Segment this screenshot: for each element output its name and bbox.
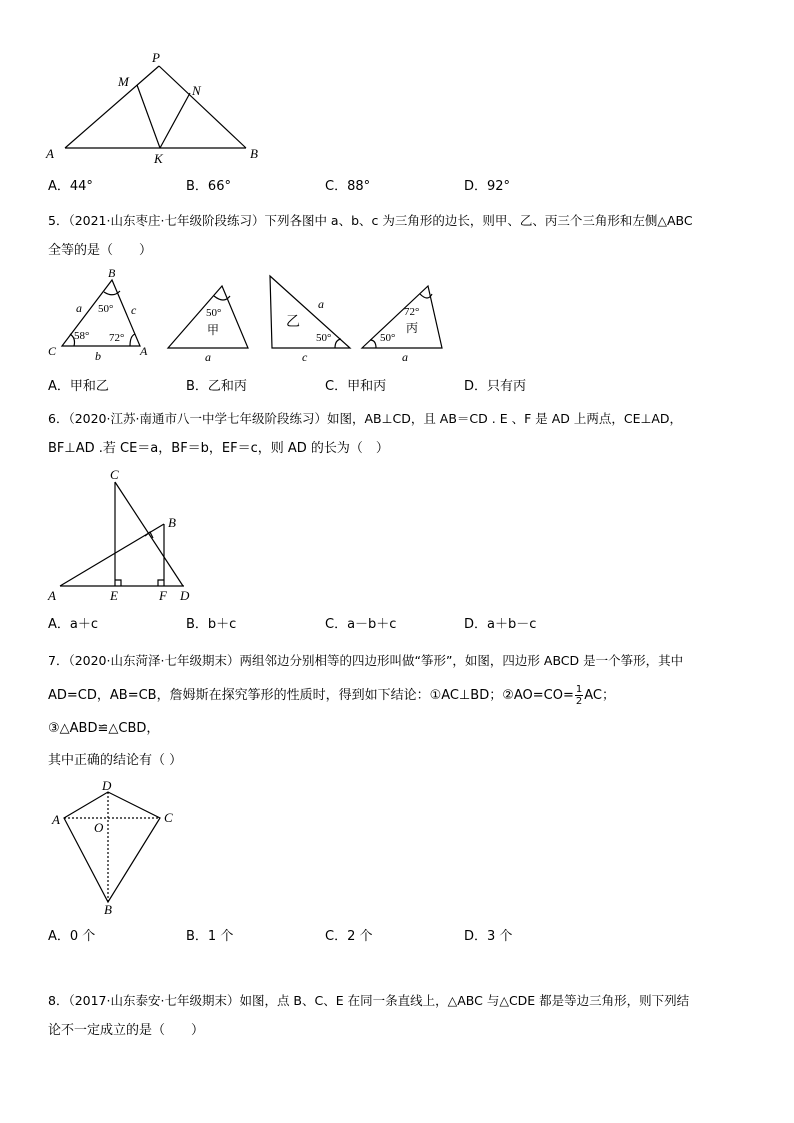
figure-q4 — [40, 48, 270, 168]
q8-stem-line2: 论不一定成立的是（ ） — [48, 1023, 205, 1038]
q7-label-A: A — [52, 812, 60, 827]
q5-label-C: C — [48, 344, 57, 358]
q6-label-F: F — [159, 588, 167, 603]
q6-label-B: B — [168, 515, 176, 530]
q4-option-c[interactable]: C．88° — [325, 179, 371, 194]
q5-bing-label: 丙 — [406, 321, 419, 335]
q4-option-a[interactable]: A．44° — [48, 179, 93, 194]
q5-stem-line2: 全等的是（ ） — [48, 243, 153, 258]
figure-q5 — [40, 264, 460, 364]
q6-option-a[interactable]: A．a＋c — [48, 617, 99, 632]
q6-option-c[interactable]: C．a－b＋c — [325, 617, 397, 632]
q5-label-b: b — [95, 349, 101, 363]
q5-option-b[interactable]: B．乙和丙 — [186, 379, 247, 394]
q7-option-c[interactable]: C．2 个 — [325, 929, 373, 944]
q5-jia-a: a — [205, 350, 211, 364]
q7-option-b[interactable]: B．1 个 — [186, 929, 234, 944]
q7-fraction — [575, 684, 583, 707]
q7-fraction-num: 1 — [575, 684, 583, 695]
q7-stem-line4: 其中正确的结论有（ ） — [48, 753, 183, 768]
label-A: A — [46, 146, 54, 161]
q5-jia-label: 甲 — [207, 323, 220, 337]
q7-label-D: D — [102, 778, 112, 793]
q7-stem-line2-end: AC； — [584, 688, 616, 703]
q5-yi-label: 乙 — [286, 315, 300, 330]
q5-yi-50: 50° — [316, 332, 332, 344]
q7-stem-line2 — [48, 684, 615, 707]
q6-stem-line2: BF⊥AD .若 CE＝a，BF＝b，EF＝c，则 AD 的长为（ ） — [48, 441, 389, 456]
q5-label-50: 50° — [98, 303, 114, 315]
q6-stem-line1: 6．（2020·江苏·南通市八一中学七年级阶段练习）如图，AB⊥CD，且 AB＝CD . E 、F 是 AD 上两点，CE⊥AD， — [48, 411, 683, 426]
q4-option-d[interactable]: D．92° — [464, 179, 511, 194]
q5-label-72: 72° — [109, 332, 125, 344]
q7-option-a[interactable]: A．0 个 — [48, 929, 96, 944]
q5-jia-50: 50° — [206, 307, 222, 319]
q7-label-O: O — [94, 820, 104, 835]
q5-yi-a: a — [318, 297, 324, 311]
q6-label-D: D — [180, 588, 190, 603]
q5-label-a: a — [76, 301, 82, 315]
q6-label-C: C — [110, 467, 119, 482]
q5-yi-c: c — [302, 350, 308, 364]
q6-label-E: E — [110, 588, 118, 603]
q5-label-B: B — [108, 266, 116, 280]
q7-option-d[interactable]: D．3 个 — [464, 929, 513, 944]
q7-stem-line2-text: AD=CD，AB=CB，詹姆斯在探究筝形的性质时，得到如下结论：①AC⊥BD；②AO=CO= — [48, 688, 574, 703]
q5-option-d[interactable]: D．只有丙 — [464, 379, 527, 394]
q7-fraction-den: 2 — [575, 696, 583, 707]
q4-option-b[interactable]: B．66° — [186, 179, 231, 194]
q6-label-A: A — [48, 588, 56, 603]
q5-label-58: 58° — [74, 330, 90, 342]
q5-option-a[interactable]: A．甲和乙 — [48, 379, 109, 394]
q6-option-b[interactable]: B．b＋c — [186, 617, 237, 632]
q5-bing-72: 72° — [404, 306, 420, 318]
label-M: M — [118, 74, 129, 89]
q7-label-C: C — [164, 810, 173, 825]
q7-stem-line1: 7．（2020·山东菏泽·七年级期末）两组邻边分别相等的四边形叫做“筝形”，如图，四边形 ABCD 是一个筝形，其中 — [48, 653, 684, 668]
figure-q7 — [48, 776, 188, 916]
figure-q6 — [40, 464, 200, 604]
q5-stem-line1: 5．（2021·山东枣庄·七年级阶段练习）下列各图中 a、b、c 为三角形的边长，则甲、乙、丙三个三角形和左侧△ABC — [48, 213, 693, 228]
label-N: N — [192, 83, 201, 98]
q5-bing-50: 50° — [380, 332, 396, 344]
q7-label-B: B — [104, 902, 112, 916]
q7-stem-line3: ③△ABD≌△CBD， — [48, 721, 160, 736]
label-P: P — [152, 50, 160, 65]
label-K: K — [154, 151, 163, 166]
q6-option-d[interactable]: D．a＋b－c — [464, 617, 537, 632]
q8-stem-line1: 8．（2017·山东泰安·七年级期末）如图，点 B、C、E 在同一条直线上，△ABC 与△CDE 都是等边三角形，则下列结 — [48, 993, 690, 1008]
label-B: B — [250, 146, 258, 161]
q5-label-A: A — [140, 344, 148, 358]
q5-option-c[interactable]: C．甲和丙 — [325, 379, 387, 394]
q5-bing-a: a — [402, 350, 408, 364]
q5-label-c: c — [131, 303, 137, 317]
